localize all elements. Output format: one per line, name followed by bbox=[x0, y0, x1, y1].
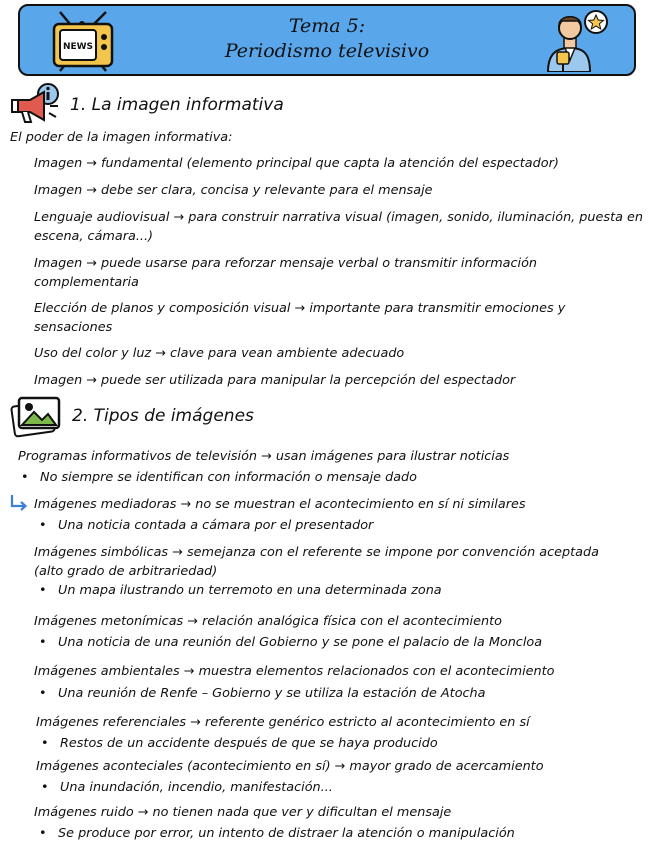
image-type-example: • Un mapa ilustrando un terremoto en una determinada zona bbox=[58, 581, 442, 600]
arrow-down-right-icon bbox=[9, 494, 29, 512]
section-1-heading: 1. La imagen informativa bbox=[70, 95, 284, 115]
image-type-example: • Una inundación, incendio, manifestación... bbox=[60, 778, 333, 797]
page-title bbox=[20, 14, 634, 64]
title-line-2: Periodismo televisivo bbox=[224, 40, 430, 62]
image-type-example: • Una noticia de una reunión del Gobierno y se pone el palacio de la Moncloa bbox=[58, 633, 542, 652]
reporter-icon bbox=[544, 8, 612, 72]
section-1-item: Imagen → debe ser clara, concisa y relevante para el mensaje bbox=[34, 183, 433, 198]
section-2-heading: 2. Tipos de imágenes bbox=[72, 406, 254, 426]
image-type-example: • Restos de un accidente después de que se haya producido bbox=[60, 734, 438, 753]
image-type-ruido: Imágenes ruido → no tienen nada que ver y dificultan el mensaje bbox=[34, 805, 452, 820]
section-1-item: Imagen → fundamental (elemento principal que capta la atención del espectador) bbox=[34, 156, 559, 171]
title-line-1: Tema 5: bbox=[288, 15, 366, 37]
image-type-example: • Una reunión de Renfe – Gobierno y se utiliza la estación de Atocha bbox=[58, 684, 486, 703]
image-type-aconteciales: Imágenes aconteciales (acontecimiento en sí) → mayor grado de acercamiento bbox=[36, 759, 544, 774]
image-type-referenciales: Imágenes referenciales → referente genérico estricto al acontecimiento en sí bbox=[36, 715, 530, 730]
image-type-ambientales: Imágenes ambientales → muestra elementos relacionados con el acontecimiento bbox=[34, 664, 555, 679]
section-1-item: Imagen → puede usarse para reforzar mensaje verbal o transmitir información complementaria bbox=[34, 256, 538, 290]
image-type-metonimicas: Imágenes metonímicas → relación analógica física con el acontecimiento bbox=[34, 614, 502, 629]
section-1-item: Uso del color y luz → clave para vean ambiente adecuado bbox=[34, 346, 405, 361]
image-type-mediadoras: Imágenes mediadoras → no se muestran el acontecimiento en sí ni similares bbox=[34, 497, 526, 512]
image-type-simbolicas: Imágenes simbólicas → semejanza con el referente se impone por convención aceptada (alto grado de arbitrariedad) bbox=[34, 545, 599, 579]
title-banner bbox=[18, 4, 636, 76]
section-2-intro-bullet: • No siempre se identifican con información o mensaje dado bbox=[40, 468, 417, 487]
pictures-icon bbox=[10, 394, 62, 438]
section-1-item: Lenguaje audiovisual → para construir narrativa visual (imagen, sonido, iluminación, puesta en escena, cámara...) bbox=[34, 210, 643, 244]
section-1-item: Elección de planos y composición visual → importante para transmitir emociones y sensaciones bbox=[34, 301, 566, 335]
image-type-example: • Una noticia contada a cámara por el presentador bbox=[58, 516, 373, 535]
section-2-intro: Programas informativos de televisión → usan imágenes para ilustrar noticias bbox=[18, 449, 510, 464]
section-1-item: Imagen → puede ser utilizada para manipular la percepción del espectador bbox=[34, 373, 516, 388]
image-type-example: • Se produce por error, un intento de distraer la atención o manipulación bbox=[58, 824, 515, 843]
tv-news-label: NEWS bbox=[62, 42, 94, 52]
section-1-intro: El poder de la imagen informativa: bbox=[10, 130, 233, 145]
megaphone-info-icon bbox=[10, 82, 64, 124]
